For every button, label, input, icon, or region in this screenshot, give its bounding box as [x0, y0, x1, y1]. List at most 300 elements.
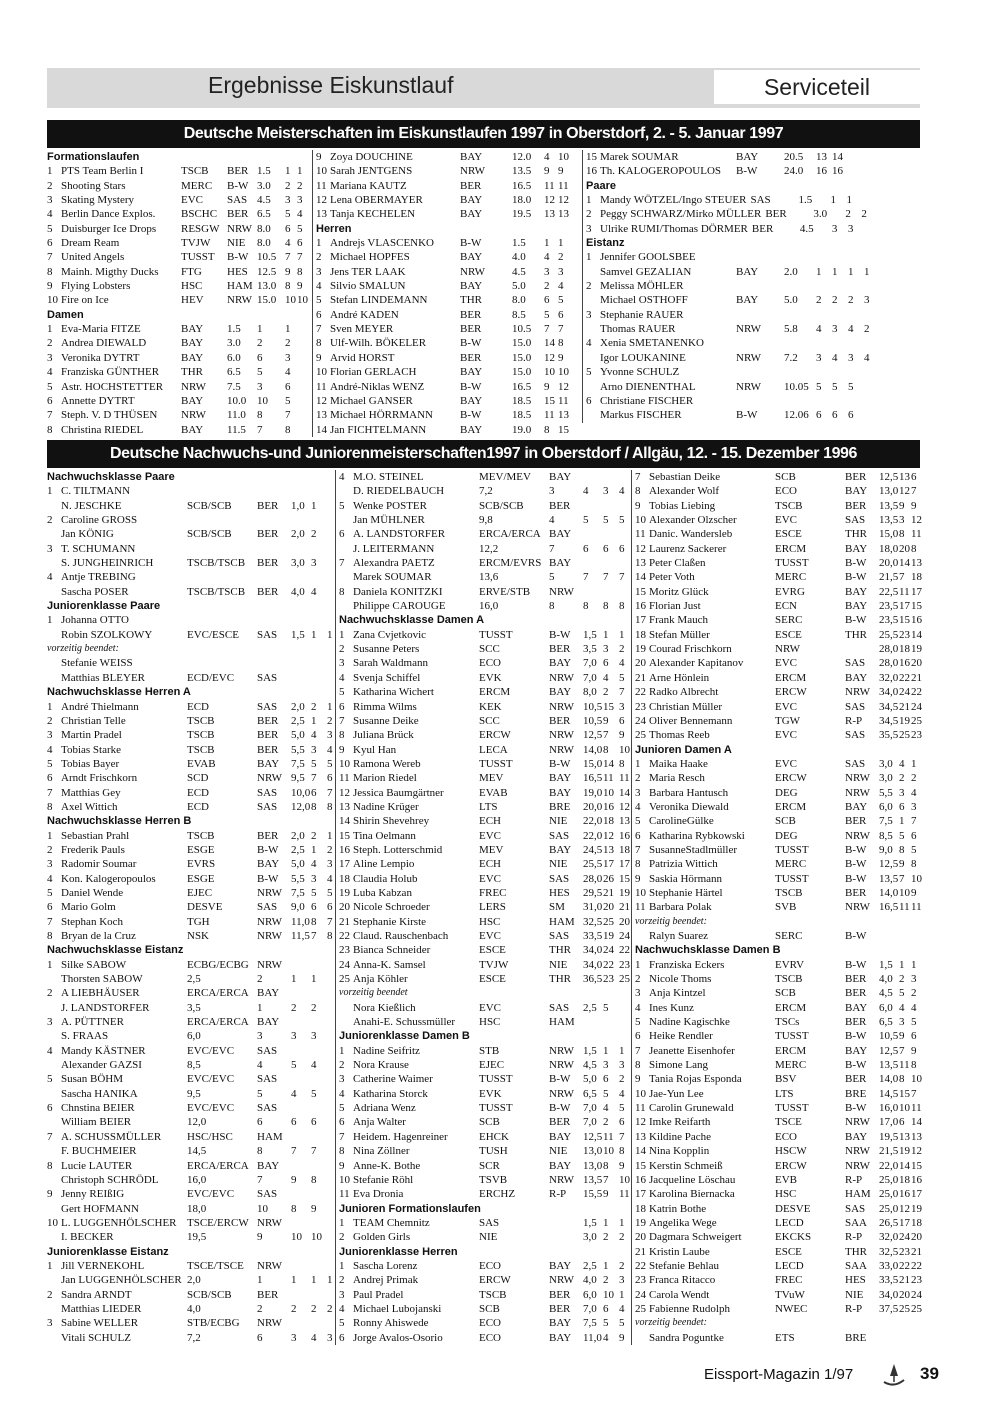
- athlete-name: Mario Golm: [61, 901, 116, 914]
- athlete-name: Andrea DIEWALD: [61, 337, 147, 350]
- state: R-P: [845, 1173, 863, 1186]
- club: BAY: [736, 294, 759, 307]
- state: BAY: [257, 987, 280, 1000]
- athlete-name: Arndt Frischkorn: [61, 772, 138, 785]
- athlete-name: Jorge Avalos-Osorio: [353, 1331, 443, 1344]
- club: EVAB: [479, 786, 508, 799]
- club: KEK: [479, 700, 502, 713]
- placing: 7: [603, 1173, 609, 1186]
- athlete-name: Xenia SMETANENKO: [600, 337, 704, 350]
- state: B-W: [549, 757, 571, 770]
- placing: 4: [603, 1102, 609, 1115]
- rank: [586, 380, 600, 394]
- state: BAY: [257, 1016, 280, 1029]
- rank: 9: [635, 872, 641, 885]
- state: BAY: [549, 1317, 572, 1330]
- athlete-name: SusanneStadlmüller: [649, 843, 737, 856]
- athlete-name: Franziska GÜNTHER: [61, 366, 160, 379]
- state: 3: [257, 1030, 263, 1043]
- club: ECD: [187, 700, 209, 713]
- points: 5: [816, 380, 822, 393]
- points: 5: [257, 366, 263, 379]
- placing: 3: [327, 858, 333, 871]
- placing: 13: [911, 557, 922, 570]
- club: ERCM/EVRS: [479, 557, 542, 570]
- placing: 2: [558, 251, 564, 264]
- rank: 21: [339, 915, 350, 928]
- club: DESVE: [775, 1202, 811, 1215]
- rank: 2: [339, 643, 345, 656]
- state: BAY: [845, 585, 868, 598]
- athlete-name: Stefanie WEISS: [61, 657, 133, 670]
- placing: 7: [911, 1087, 917, 1100]
- points: 3: [816, 351, 822, 364]
- points: 7,0: [583, 671, 597, 684]
- state: NRW: [549, 743, 575, 756]
- placing: 12: [911, 1145, 922, 1158]
- points: 5,5: [879, 786, 893, 799]
- athlete-name: Bryan de la Cruz: [61, 930, 136, 942]
- state: 1.5: [798, 194, 813, 207]
- athlete-name: Andrejs VLASCENKO: [330, 237, 434, 250]
- placing: 9: [297, 280, 303, 293]
- rank: 18: [339, 872, 350, 885]
- points: 14: [544, 337, 555, 350]
- athlete-name: Eva Dronia: [353, 1188, 404, 1201]
- placing: 10: [558, 151, 569, 163]
- placing: 2: [311, 700, 317, 713]
- athlete-name: Lucie LAUTER: [61, 1159, 133, 1172]
- rank: 9: [339, 1159, 345, 1172]
- note: vorzeitig beendet: [339, 987, 408, 999]
- state: 9: [257, 1231, 263, 1244]
- points: 4,0: [291, 585, 305, 598]
- placing: 2: [327, 714, 333, 727]
- placing: 3: [911, 973, 917, 986]
- athlete-name: Christiane FISCHER: [600, 394, 694, 407]
- result-row: [47, 1029, 333, 1043]
- skater-logo-icon: [880, 1362, 908, 1388]
- result-row: [316, 179, 582, 193]
- points: 35,5: [879, 729, 899, 742]
- club: TVJW: [181, 237, 211, 250]
- placing: 1: [285, 323, 291, 336]
- club: MERC: [775, 1059, 807, 1072]
- points: 8: [257, 409, 263, 422]
- result-row: [47, 656, 333, 670]
- points: 13: [816, 151, 827, 163]
- result-row: [47, 1130, 333, 1144]
- state: 4.5: [512, 265, 526, 278]
- placing: 6: [911, 471, 917, 483]
- result-row: [339, 1230, 631, 1244]
- placing: 2: [848, 294, 854, 307]
- result-row: [586, 308, 922, 322]
- rank: 3: [339, 1288, 345, 1301]
- athlete-name: Stefan Müller: [649, 628, 710, 641]
- points: 3,0: [879, 757, 893, 770]
- state: NIE: [845, 1288, 864, 1301]
- result-row: [635, 872, 923, 886]
- result-row: [47, 1087, 333, 1101]
- club: BER: [460, 308, 482, 321]
- points: 36,5: [583, 973, 603, 986]
- state: B-W: [845, 1059, 867, 1072]
- result-row: [47, 1173, 333, 1187]
- points: 23,5: [879, 600, 899, 613]
- result-row: [635, 613, 923, 627]
- result-row: [635, 757, 923, 771]
- rank: 7: [635, 1044, 641, 1057]
- athlete-name: Johanna OTTO: [61, 614, 129, 627]
- points: 14,0: [879, 886, 899, 899]
- result-row: [339, 484, 631, 498]
- placing: 6: [911, 1030, 917, 1043]
- points: 3,5: [583, 643, 597, 656]
- rank: 3: [316, 265, 322, 278]
- state: BAY: [549, 772, 572, 785]
- athlete-name: Nina Kopplin: [649, 1145, 710, 1158]
- points: 7,5: [879, 815, 893, 828]
- result-row: [47, 1001, 333, 1015]
- athlete-name: Thomas Reeb: [649, 729, 710, 742]
- placing: 25: [899, 729, 910, 742]
- rank: 6: [339, 528, 345, 541]
- points: 3: [257, 380, 263, 393]
- rank: 4: [339, 671, 345, 684]
- placing: 5: [285, 208, 291, 221]
- athlete-name: Alexander GAZSI: [61, 1059, 142, 1072]
- placing: 9: [911, 1044, 917, 1057]
- athlete-name: Andrej Primak: [353, 1274, 419, 1287]
- rank: 10: [47, 1216, 58, 1229]
- placing: 20: [619, 915, 630, 928]
- rank: 10: [316, 165, 327, 178]
- rank: 3: [339, 657, 345, 670]
- result-row: [635, 1230, 923, 1244]
- state: R-P: [845, 1231, 863, 1244]
- result-row: [586, 207, 922, 221]
- placing: 5: [619, 514, 625, 527]
- athlete-name: Marion Riedel: [353, 772, 417, 785]
- points: 13,0: [583, 1159, 603, 1172]
- placing: 6: [285, 222, 291, 235]
- rank: 9: [339, 743, 345, 756]
- club: TSCE/ERCW: [187, 1216, 249, 1229]
- state: BER: [845, 1016, 867, 1029]
- result-row: [339, 628, 631, 642]
- state: 4: [257, 1059, 263, 1072]
- result-row: [339, 1130, 631, 1144]
- result-row: [339, 570, 631, 584]
- result-row: [47, 164, 311, 178]
- athlete-name: Claudia Holub: [353, 872, 418, 885]
- placing: 19: [899, 1145, 910, 1158]
- rank: 16: [635, 600, 646, 613]
- rank: [47, 1273, 61, 1287]
- club: NRW: [181, 380, 207, 393]
- rank: 1: [339, 1216, 345, 1229]
- points: 7,5: [583, 1317, 597, 1330]
- athlete-name: Alexander Kapitanov: [649, 657, 744, 670]
- points: 11: [544, 179, 555, 192]
- points: 1,0: [291, 499, 305, 512]
- rank: 14: [316, 423, 327, 436]
- club: BAY: [181, 394, 204, 407]
- rank: 25: [635, 1302, 646, 1315]
- state: NRW: [845, 1159, 871, 1172]
- state: B-W: [845, 557, 867, 570]
- result-row: [47, 293, 311, 307]
- club: EVC/EVC: [187, 1102, 235, 1115]
- points: 37,5: [879, 1302, 899, 1315]
- points: 3: [831, 222, 838, 235]
- result-row: [586, 293, 922, 307]
- result-row: [47, 336, 311, 350]
- state: B-W: [845, 614, 867, 627]
- placing: 3: [832, 323, 838, 336]
- rank: 11: [339, 1188, 350, 1201]
- state: BAY: [845, 542, 868, 555]
- state: NRW: [845, 1145, 871, 1158]
- state: BER: [845, 973, 867, 986]
- placing: 9: [603, 1188, 609, 1201]
- club: TUSST: [479, 1073, 513, 1086]
- athlete-name: William BEIER: [61, 1116, 132, 1129]
- result-row: [339, 743, 631, 757]
- state: 11.5: [227, 423, 246, 436]
- points: 15,0: [879, 528, 899, 541]
- rank: 8: [47, 1159, 53, 1172]
- rank: 7: [339, 714, 345, 727]
- points: 6: [257, 351, 263, 364]
- placing: 1: [311, 714, 317, 727]
- placing: 4: [619, 1087, 625, 1100]
- result-row: [586, 279, 922, 293]
- state: NRW: [549, 700, 575, 713]
- result-row: [316, 308, 582, 322]
- state: BAY: [549, 471, 572, 483]
- club: STB: [479, 1044, 500, 1057]
- club: MERC: [181, 179, 213, 192]
- points: 4: [816, 323, 822, 336]
- rank: [47, 1087, 61, 1101]
- placing: 9: [603, 714, 609, 727]
- rank: 12: [339, 786, 350, 799]
- athlete-name: Anja Köhler: [353, 973, 408, 986]
- club: ECO: [775, 1130, 797, 1143]
- athlete-name: CarolineGülke: [649, 815, 714, 828]
- state: THR: [845, 528, 867, 541]
- result-row: [339, 958, 631, 972]
- placing: 1: [311, 499, 317, 512]
- state: NRW: [227, 294, 253, 307]
- placing: 5: [832, 380, 838, 393]
- state: NRW: [845, 786, 871, 799]
- athlete-name: Stephanie RAUER: [600, 308, 684, 321]
- athlete-name: Ralyn Suarez: [649, 930, 708, 942]
- club: TSCB: [187, 729, 215, 742]
- category-heading: Formationslaufen: [47, 151, 140, 163]
- points: 10.5: [257, 251, 277, 264]
- result-row: [316, 207, 582, 221]
- state: NRW: [257, 930, 283, 942]
- results-column: [312, 150, 582, 437]
- athlete-name: S. JUNGHEINRICH: [61, 557, 154, 570]
- athlete-name: Patrizia Wittich: [649, 858, 718, 871]
- placing: 7: [619, 571, 625, 584]
- club: 3,5: [187, 1001, 201, 1014]
- placing: 16: [899, 1188, 910, 1201]
- rank: [47, 1144, 61, 1158]
- club: SAS: [479, 1216, 500, 1229]
- points: 31,0: [583, 901, 603, 914]
- athlete-name: Susanne Deike: [353, 714, 419, 727]
- category-heading: Juniorenklasse Eistanz: [47, 1245, 169, 1258]
- note: vorzeitig beendet:: [47, 643, 119, 655]
- result-row: [635, 900, 923, 914]
- placing: 7: [619, 1130, 625, 1143]
- athlete-name: Katharina Rybkowski: [649, 829, 745, 842]
- rank: 24: [339, 958, 350, 971]
- category-heading: Nachwuchsklasse Paare: [47, 471, 175, 483]
- rank: 13: [316, 208, 327, 221]
- rank: 8: [339, 585, 345, 598]
- rank: 3: [635, 786, 641, 799]
- rank: 9: [47, 280, 53, 293]
- athlete-name: Stefanie Behlau: [649, 1259, 719, 1272]
- rank: [586, 322, 600, 336]
- rank: 11: [316, 179, 327, 192]
- state: NIE: [549, 858, 568, 871]
- points: 25,5: [879, 628, 899, 641]
- result-row: [316, 423, 582, 437]
- club: TUSST: [775, 557, 809, 570]
- result-row: [47, 1101, 333, 1115]
- rank: 11: [635, 1102, 646, 1115]
- rank: 19: [339, 886, 350, 899]
- points: 10,5: [879, 1030, 899, 1043]
- athlete-name: J. LEITERMANN: [353, 542, 435, 555]
- placing: 7: [327, 915, 333, 928]
- rank: 8: [635, 485, 641, 498]
- placing: 8: [603, 600, 609, 613]
- club: BER: [765, 208, 787, 221]
- state: 6.0: [227, 351, 241, 364]
- rank: [47, 527, 61, 541]
- rank: 3: [635, 987, 641, 1000]
- rank: 15: [586, 151, 597, 163]
- club: NWEC: [775, 1302, 808, 1315]
- points: 1,5: [291, 628, 305, 641]
- result-row: [47, 527, 333, 541]
- rank: 14: [635, 571, 646, 584]
- points: 2,0: [291, 528, 305, 541]
- placing: 1: [603, 1259, 609, 1272]
- athlete-name: Stefanie Röhl: [353, 1173, 414, 1186]
- club: STB/ECBG: [187, 1317, 240, 1330]
- rank: [47, 1302, 61, 1316]
- athlete-name: Sarah JENTGENS: [330, 165, 413, 178]
- athlete-name: Carola Wendt: [649, 1288, 710, 1301]
- points: 1,5: [583, 1216, 597, 1229]
- athlete-name: Franca Ritacco: [649, 1274, 716, 1287]
- points: 34,0: [879, 686, 899, 699]
- result-row: [635, 1044, 923, 1058]
- placing: 3: [327, 1331, 333, 1344]
- result-row: [635, 599, 923, 613]
- placing: 22: [899, 1259, 910, 1272]
- result-row: [339, 1159, 631, 1173]
- state: 1.5: [512, 237, 526, 250]
- result-row: [635, 499, 923, 513]
- athlete-name: Robin SZOLKOWY: [61, 628, 153, 641]
- placing: 11: [899, 901, 910, 914]
- club: TGW: [775, 714, 801, 727]
- state: THR: [845, 1245, 867, 1258]
- rank: 10: [635, 514, 646, 527]
- athlete-name: Vitali SCHULZ: [61, 1331, 131, 1344]
- club: NRW: [460, 165, 486, 178]
- athlete-name: Michael GANSER: [330, 394, 413, 407]
- points: 9: [544, 165, 550, 178]
- rank: 4: [47, 872, 53, 885]
- club: ERCHZ: [479, 1188, 516, 1201]
- athlete-name: Skating Mystery: [61, 194, 135, 207]
- result-row: [586, 193, 922, 207]
- result-row: [635, 556, 923, 570]
- placing: 14: [832, 151, 843, 163]
- placing: 3: [899, 786, 905, 799]
- athlete-name: Laurenz Sackerer: [649, 542, 727, 555]
- rank: 16: [586, 165, 597, 178]
- points: 6: [583, 542, 589, 555]
- club: EVB: [775, 1173, 797, 1186]
- rank: 7: [339, 1130, 345, 1143]
- placing: 7: [297, 251, 303, 264]
- placing: 4: [899, 757, 905, 770]
- result-row: [47, 236, 311, 250]
- points: 1: [291, 1274, 297, 1287]
- result-row: [586, 322, 922, 336]
- placing: 1: [619, 628, 625, 641]
- points: 2: [845, 208, 851, 221]
- state: B-W: [257, 843, 279, 856]
- result-row: [635, 929, 923, 943]
- points: 8: [583, 600, 589, 613]
- athlete-name: Michael Lubojanski: [353, 1302, 442, 1315]
- placing: 19: [603, 930, 614, 942]
- state: 10: [257, 1202, 268, 1215]
- athlete-name: Igor LOUKANINE: [600, 351, 686, 364]
- placing: 3: [603, 1059, 609, 1072]
- placing: 13: [558, 208, 569, 221]
- athlete-name: Jill VERNEKOHL: [61, 1259, 145, 1272]
- result-row: [47, 423, 311, 437]
- placing: 6: [603, 1302, 609, 1315]
- state: BAY: [549, 786, 572, 799]
- rank: 5: [47, 222, 53, 235]
- rank: [586, 265, 600, 279]
- athlete-name: A. PÜTTNER: [61, 1016, 124, 1029]
- points: 7,5: [291, 757, 305, 770]
- placing: 1: [311, 1274, 317, 1287]
- points: 12: [544, 194, 555, 207]
- state: BER: [549, 643, 571, 656]
- placing: 12: [603, 829, 614, 842]
- state: HES: [845, 1274, 866, 1287]
- state: 2: [257, 1302, 263, 1315]
